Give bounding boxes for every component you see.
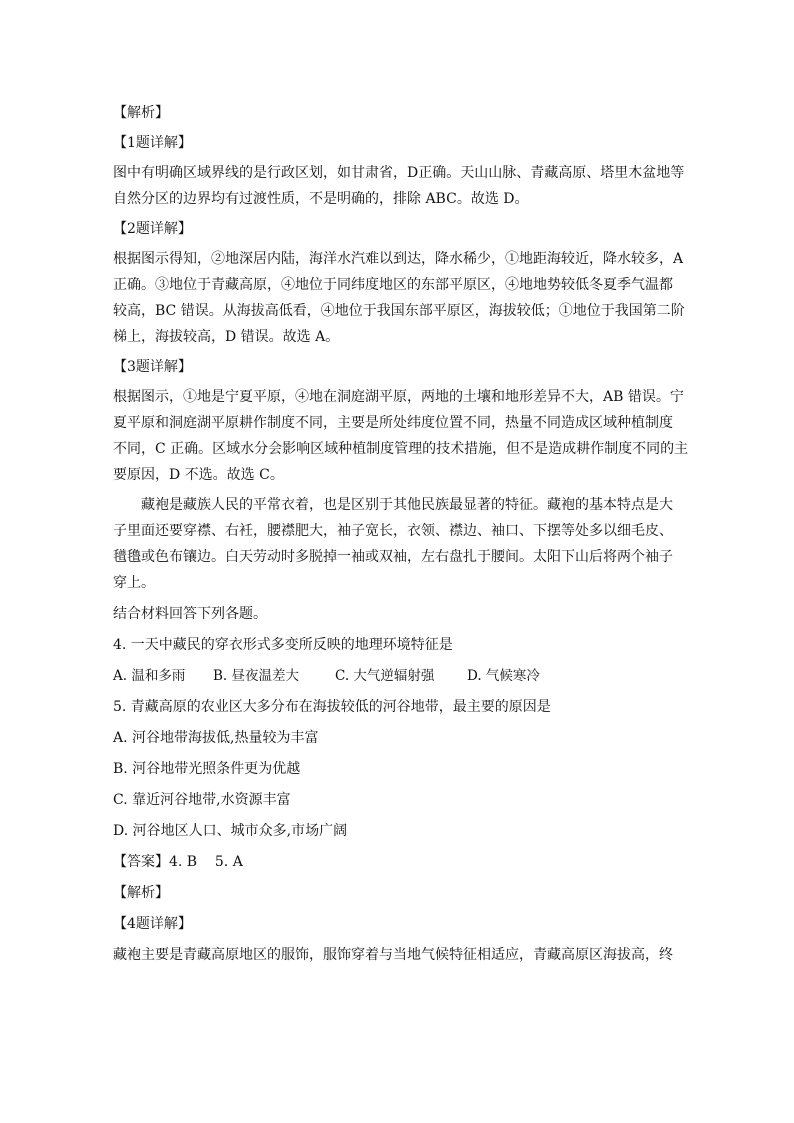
q5-option-b: B. 河谷地带光照条件更为优越 [113,761,301,777]
q2-explanation-line-2: 正确。③地位于青藏高原，④地位于同纬度地区的东部平原区，④地地势较低冬夏季气温都 [113,277,673,293]
q5-option-d: D. 河谷地区人口、城市众多,市场广阔 [113,823,348,839]
answer-line: 【答案】4. B 5. A [113,854,243,870]
q3-detail-heading: 【3题详解】 [113,359,192,375]
document-page [113,100,689,968]
q4-explanation-line-1: 藏袍主要是青藏高原地区的服饰，服饰穿着与当地气候特征相适应，青藏高原区海拔高，终 [113,947,673,963]
q4-option-d: D. 气候寒冷 [467,668,540,684]
q3-explanation-line-4: 要原因，D 不选。故选 C。 [113,467,284,483]
q4-detail-heading: 【4题详解】 [113,916,192,932]
q4-stem: 4. 一天中藏民的穿衣形式多变所反映的地理环境特征是 [113,637,453,653]
q2-explanation-line-1: 根据图示得知，②地深居内陆，海洋水汽难以到达，降水稀少，①地距海较近，降水较多，A [113,251,684,267]
q1-detail-heading: 【1题详解】 [113,135,192,151]
q1-explanation-line-1: 图中有明确区域界线的是行政区划，如甘肃省，D正确。天山山脉、青藏高原、塔里木盆地等 [113,165,685,181]
material-instruction: 结合材料回答下列各题。 [113,606,267,622]
material-line-4: 穿上。 [113,575,155,591]
analysis-heading-2: 【解析】 [113,885,169,901]
q5-stem: 5. 青藏高原的农业区大多分布在海拔较低的河谷地带，最主要的原因是 [113,699,551,715]
q2-detail-heading: 【2题详解】 [113,221,192,237]
q3-explanation-line-1: 根据图示，①地是宁夏平原，④地在洞庭湖平原，两地的土壤和地形差异不大，AB 错误。宁 [113,389,684,405]
material-line-2: 子里面还要穿襟、右衽，腰襟肥大，袖子宽长，衣领、襟边、袖口、下摆等处多以细毛皮、 [113,523,673,539]
q4-option-a: A. 温和多雨 [113,668,186,684]
q5-option-c: C. 靠近河谷地带,水资源丰富 [113,792,291,808]
q2-explanation-line-3: 较高，BC 错误。从海拔高低看，④地位于我国东部平原区，海拔较低；①地位于我国第二阶 [113,303,685,319]
q4-option-b: B. 昼夜温差大 [213,668,300,684]
q1-explanation-line-2: 自然分区的边界均有过渡性质，不是明确的，排除 ABC。故选 D。 [113,191,529,207]
material-line-1: 藏袍是藏族人民的平常衣着，也是区别于其他民族最显著的特征。藏袍的基本特点是大 [141,497,673,513]
analysis-heading: 【解析】 [113,105,169,121]
material-line-3: 氆氇或色布镶边。白天劳动时多脱掉一袖或双袖，左右盘扎于腰间。太阳下山后将两个袖子 [113,549,673,565]
q5-option-a: A. 河谷地带海拔低,热量较为丰富 [113,730,319,746]
q3-explanation-line-2: 夏平原和洞庭湖平原耕作制度不同，主要是所处纬度位置不同，热量不同造成区域种植制度 [113,415,673,431]
q3-explanation-line-3: 不同，C 正确。区域水分会影响区域种植制度管理的技术措施，但不是造成耕作制度不同的主 [113,441,689,457]
q2-explanation-line-4: 梯上，海拔较高，D 错误。故选 A。 [113,329,340,345]
q4-option-c: C. 大气逆辐射强 [335,668,435,684]
q4-options [113,663,683,689]
